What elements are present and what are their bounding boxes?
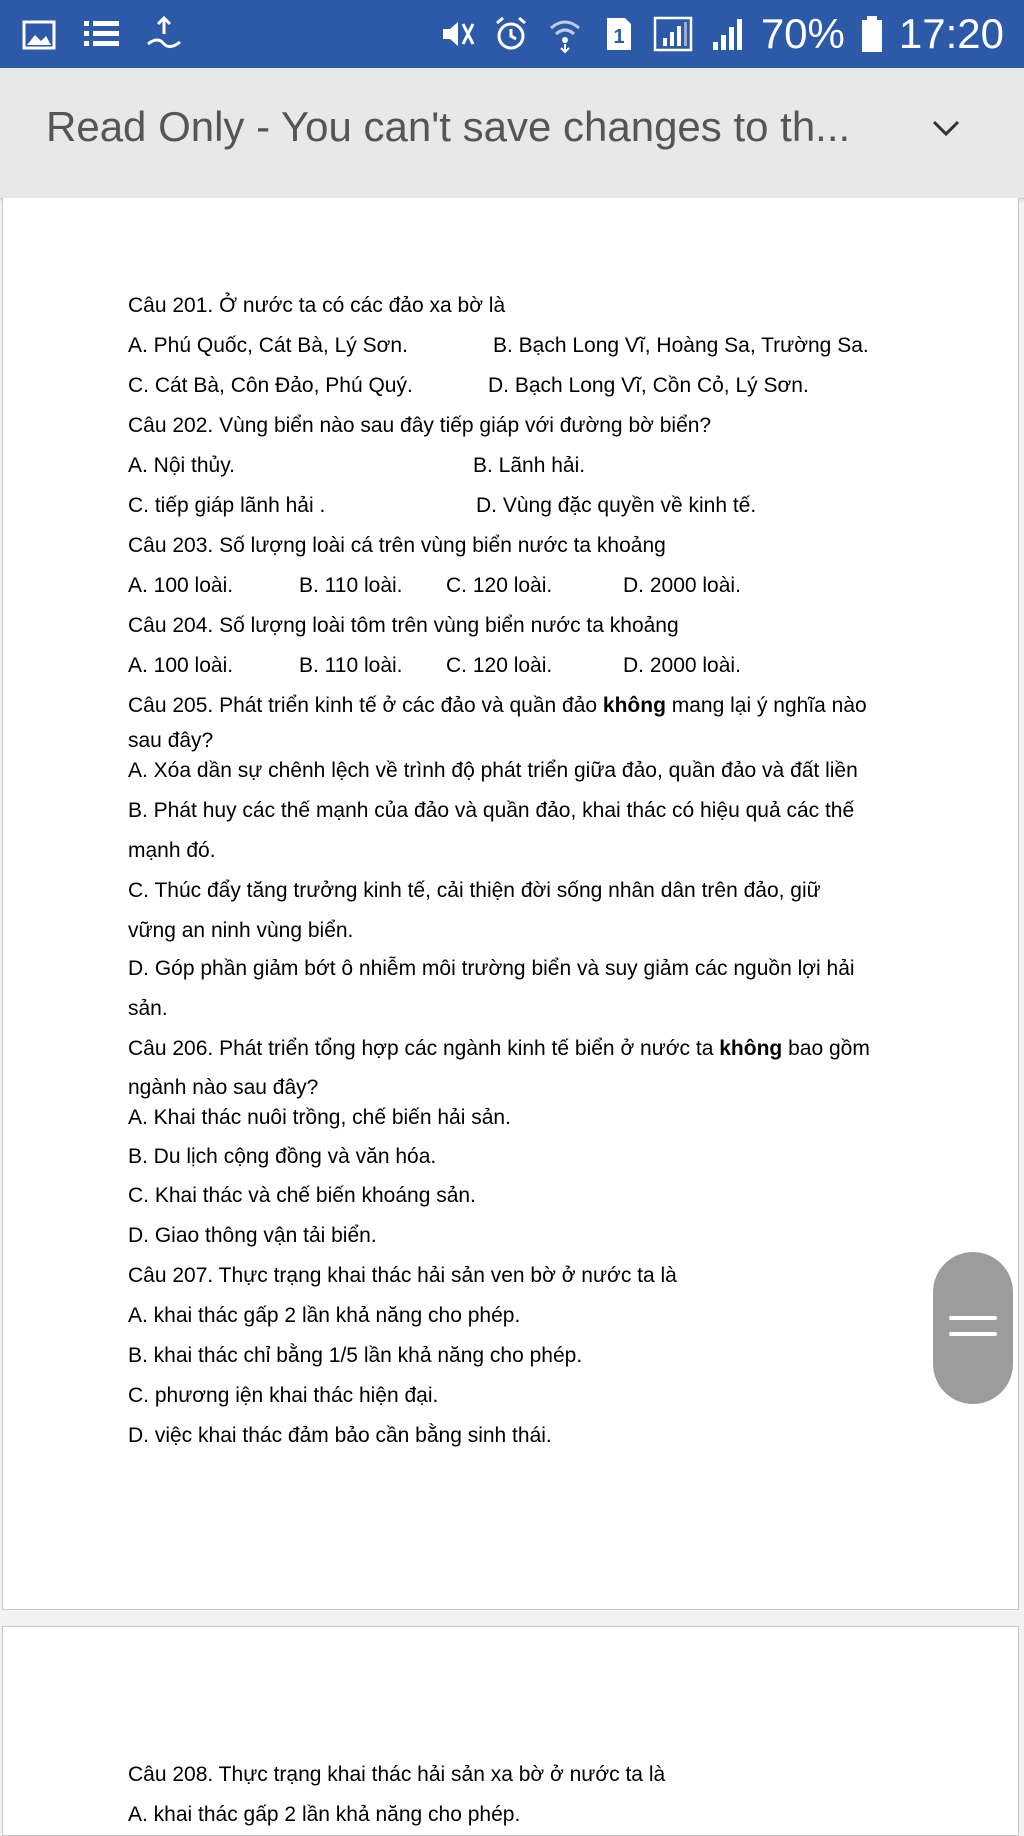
option-b: B. Lãnh hải. bbox=[473, 454, 586, 477]
option-b-continued: mạnh đó. bbox=[128, 839, 216, 862]
option-b: B. Bạch Long Vĩ, Hoàng Sa, Trường Sa. bbox=[493, 334, 869, 357]
stem-text: Câu 206. Phát triển tổng hợp các ngành kinh tế biển ở nước ta bbox=[128, 1037, 720, 1060]
option-d: D. Góp phần giảm bớt ô nhiễm môi trường biển và suy giảm các nguồn lợi hải bbox=[128, 957, 855, 980]
option-c: C. Thúc đẩy tăng trưởng kinh tế, cải thiện đời sống nhân dân trên đảo, giữ bbox=[128, 879, 821, 902]
stem-text: Câu 205. Phát triển kinh tế ở các đảo và quần đảo bbox=[128, 694, 603, 717]
option-b: B. 110 loài. bbox=[299, 574, 403, 597]
stem-text: bao gồm bbox=[782, 1037, 870, 1060]
option-b: B. Du lịch cộng đồng và văn hóa. bbox=[128, 1145, 437, 1168]
option-a: A. 100 loài. bbox=[128, 574, 234, 597]
grip-line bbox=[949, 1316, 997, 1320]
option-c: C. Cát Bà, Côn Đảo, Phú Quý. bbox=[128, 374, 413, 397]
read-only-banner[interactable] bbox=[0, 68, 1024, 199]
read-only-message: Read Only - You can't save changes to th... bbox=[46, 103, 851, 150]
emphasis-not: không bbox=[719, 1037, 783, 1060]
status-bar bbox=[0, 0, 1024, 68]
image-icon bbox=[20, 14, 60, 54]
scroll-handle[interactable] bbox=[933, 1252, 1013, 1404]
battery-percentage: 70% bbox=[760, 10, 845, 57]
upload-icon bbox=[144, 14, 184, 54]
grip-line bbox=[949, 1332, 997, 1336]
battery-icon bbox=[859, 14, 885, 54]
option-a: A. khai thác gấp 2 lần khả năng cho phép. bbox=[128, 1304, 521, 1327]
question-stem: Câu 208. Thực trạng khai thác hải sản xa bờ ở nước ta là bbox=[128, 1763, 666, 1786]
question-stem bbox=[128, 694, 900, 718]
option-c: C. tiếp giáp lãnh hải . bbox=[128, 494, 326, 517]
option-a: A. Phú Quốc, Cát Bà, Lý Sơn. bbox=[128, 334, 408, 357]
question-stem: Câu 207. Thực trạng khai thác hải sản ven bờ ở nước ta là bbox=[128, 1264, 677, 1287]
option-d: D. 2000 loài. bbox=[623, 654, 741, 677]
option-b: B. 110 loài. bbox=[299, 654, 403, 677]
list-icon bbox=[82, 14, 122, 54]
chevron-down-icon[interactable] bbox=[928, 110, 964, 146]
notification-icons bbox=[20, 0, 184, 68]
signal-icon bbox=[653, 14, 693, 54]
document-page-1[interactable] bbox=[2, 198, 1019, 1610]
emphasis-not: không bbox=[602, 694, 666, 717]
mute-icon bbox=[437, 14, 477, 54]
question-stem-continued: sau đây? bbox=[128, 729, 214, 752]
option-d-continued: sản. bbox=[128, 997, 168, 1020]
stem-text: mang lại ý nghĩa nào bbox=[665, 694, 867, 717]
question-stem: Câu 203. Số lượng loài cá trên vùng biển nước ta khoảng bbox=[128, 534, 666, 557]
sim-icon bbox=[599, 14, 639, 54]
option-c: C. 120 loài. bbox=[446, 654, 553, 677]
question-stem: Câu 204. Số lượng loài tôm trên vùng biển nước ta khoảng bbox=[128, 614, 679, 637]
document-page-2[interactable] bbox=[2, 1626, 1019, 1836]
alarm-icon bbox=[491, 14, 531, 54]
option-a: A. 100 loài. bbox=[128, 654, 234, 677]
sim-slot-label: 1 bbox=[613, 26, 625, 48]
option-d: D. việc khai thác đảm bảo cần bằng sinh thái. bbox=[128, 1424, 552, 1447]
wifi-icon bbox=[545, 14, 585, 54]
option-a: A. khai thác gấp 2 lần khả năng cho phép. bbox=[128, 1803, 521, 1826]
option-d: D. Vùng đặc quyền về kinh tế. bbox=[476, 494, 757, 517]
question-stem: Câu 202. Vùng biển nào sau đây tiếp giáp với đường bờ biển? bbox=[128, 414, 712, 437]
option-d: D. 2000 loài. bbox=[623, 574, 741, 597]
option-a: A. Xóa dần sự chênh lệch về trình độ phát triển giữa đảo, quần đảo và đất liền bbox=[128, 759, 858, 782]
option-c: C. Khai thác và chế biến khoáng sản. bbox=[128, 1184, 476, 1207]
option-c: C. 120 loài. bbox=[446, 574, 553, 597]
option-d: D. Giao thông vận tải biển. bbox=[128, 1224, 377, 1247]
option-a: A. Nội thủy. bbox=[128, 454, 235, 477]
option-d: D. Bạch Long Vĩ, Cồn Cỏ, Lý Sơn. bbox=[488, 374, 809, 397]
question-stem bbox=[128, 1037, 900, 1061]
system-indicators bbox=[437, 0, 1004, 68]
option-b: B. Phát huy các thế mạnh của đảo và quần đảo, khai thác có hiệu quả các thế bbox=[128, 799, 855, 822]
clock-time: 17:20 bbox=[898, 10, 1004, 57]
option-b: B. khai thác chỉ bằng 1/5 lần khả năng cho phép. bbox=[128, 1344, 583, 1367]
question-stem-continued: ngành nào sau đây? bbox=[128, 1076, 319, 1099]
signal-icon bbox=[707, 14, 747, 54]
option-c-continued: vững an ninh vùng biển. bbox=[128, 919, 354, 942]
option-a: A. Khai thác nuôi trồng, chế biến hải sản. bbox=[128, 1106, 511, 1129]
question-stem: Câu 201. Ở nước ta có các đảo xa bờ là bbox=[128, 294, 506, 317]
option-c: C. phương iện khai thác hiện đại. bbox=[128, 1384, 439, 1407]
